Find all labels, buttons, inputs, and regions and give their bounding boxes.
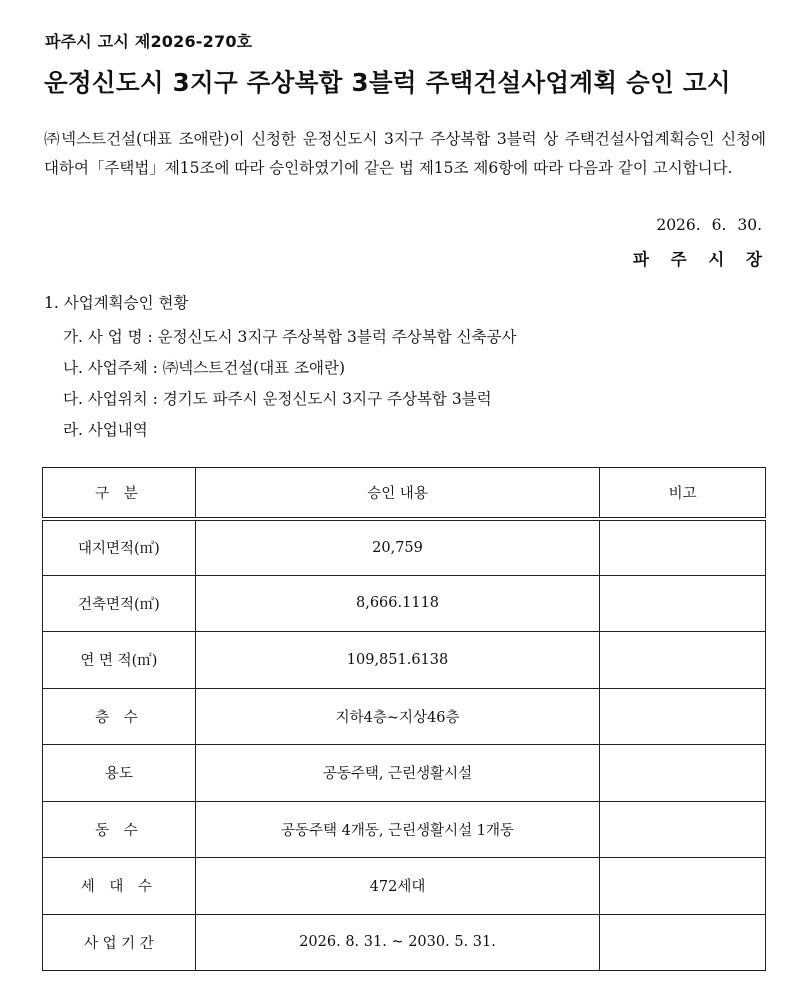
notice-body: ㈜넥스트건설(대표 조애란)이 신청한 운정신도시 3지구 주상복합 3블럭 상 주택건설사업계획승인 신청에 대하여「주택법」제15조에 따라 승인하였기에 같은 법 제15조 제6항에 따라 다음과 같이 고시합니다. xyxy=(44,130,766,177)
project-details-table xyxy=(42,467,766,971)
table-header-row xyxy=(43,468,766,519)
row-remark xyxy=(600,632,766,689)
list-item: 나. 사업주체 : ㈜넥스트건설(대표 조애란) xyxy=(63,359,346,377)
row-value: 20,759 xyxy=(195,519,599,576)
section-items xyxy=(63,322,516,446)
section-heading: 1. 사업계획승인 현황 xyxy=(44,294,189,312)
row-label: 연 면 적(㎡) xyxy=(43,632,196,689)
row-remark xyxy=(600,801,766,858)
row-label: 사 업 기 간 xyxy=(43,914,196,971)
table-row xyxy=(43,632,766,689)
row-remark xyxy=(600,575,766,632)
row-label: 동 수 xyxy=(43,801,196,858)
row-remark xyxy=(600,745,766,802)
row-remark xyxy=(600,688,766,745)
row-label: 층 수 xyxy=(43,688,196,745)
notice-title: 운정신도시 3지구 주상복합 3블럭 주택건설사업계획 승인 고시 xyxy=(44,68,731,97)
row-value: 공동주택 4개동, 근린생활시설 1개동 xyxy=(195,801,599,858)
list-item: 라. 사업내역 xyxy=(63,421,148,439)
row-remark xyxy=(600,519,766,576)
row-value: 지하4층~지상46층 xyxy=(195,688,599,745)
row-value: 8,666.1118 xyxy=(195,575,599,632)
header-approval-content: 승인 내용 xyxy=(195,468,599,519)
row-remark xyxy=(600,914,766,971)
row-label: 용도 xyxy=(43,745,196,802)
list-item: 가. 사 업 명 : 운정신도시 3지구 주상복합 3블럭 주상복합 신축공사 xyxy=(63,328,517,346)
row-label: 건축면적(㎡) xyxy=(43,575,196,632)
row-label: 대지면적(㎡) xyxy=(43,519,196,576)
notice-date: 2026. 6. 30. xyxy=(656,216,762,234)
row-value: 109,851.6138 xyxy=(195,632,599,689)
table-row xyxy=(43,575,766,632)
row-value: 공동주택, 근린생활시설 xyxy=(195,745,599,802)
notice-number: 파주시 고시 제2026-270호 xyxy=(45,32,253,51)
header-category: 구 분 xyxy=(43,468,196,519)
row-label: 세 대 수 xyxy=(43,858,196,915)
table-row xyxy=(43,519,766,576)
notice-issuer: 파 주 시 장 xyxy=(633,250,762,269)
table-row xyxy=(43,745,766,802)
table-row xyxy=(43,801,766,858)
row-remark xyxy=(600,858,766,915)
list-item: 다. 사업위치 : 경기도 파주시 운정신도시 3지구 주상복합 3블럭 xyxy=(63,390,492,408)
header-remarks: 비고 xyxy=(600,468,766,519)
table-row xyxy=(43,914,766,971)
table-row xyxy=(43,688,766,745)
table-row xyxy=(43,858,766,915)
row-value: 472세대 xyxy=(195,858,599,915)
row-value: 2026. 8. 31. ~ 2030. 5. 31. xyxy=(195,914,599,971)
